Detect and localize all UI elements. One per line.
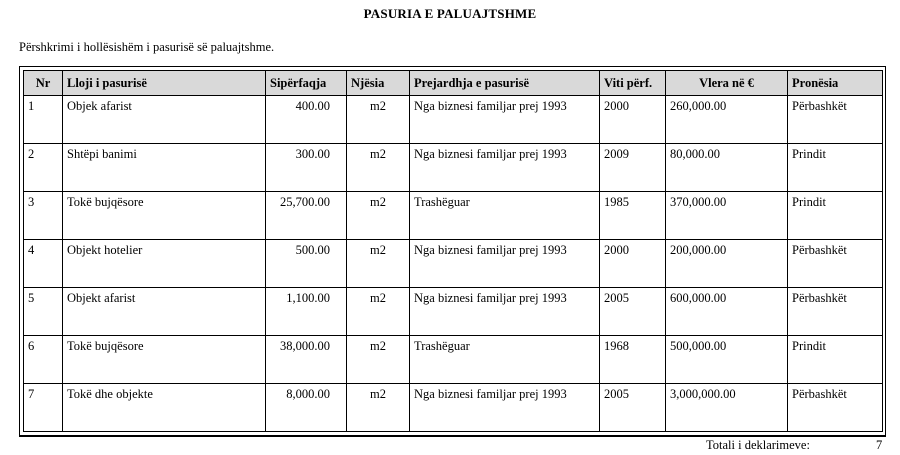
cell-lloji: Shtëpi banimi (63, 144, 266, 192)
cell-viti: 2000 (600, 240, 666, 288)
cell-viti: 2005 (600, 384, 666, 432)
table-row (24, 336, 883, 384)
header-lloji: Lloji i pasurisë (63, 71, 266, 96)
header-vlera: Vlera në € (666, 71, 788, 96)
cell-nr: 4 (24, 240, 63, 288)
cell-prejardhja: Trashëguar (410, 336, 600, 384)
cell-vlera: 500,000.00 (666, 336, 788, 384)
cell-lloji: Tokë bujqësore (63, 336, 266, 384)
cell-pronesia: Prindit (788, 144, 883, 192)
cell-njesia: m2 (347, 240, 410, 288)
cell-siperfaqja: 300.00 (266, 144, 347, 192)
property-table (23, 70, 883, 432)
section-description: Përshkrimi i hollësishëm i pasurisë së paluajtshme. (19, 40, 275, 54)
cell-pronesia: Prindit (788, 336, 883, 384)
cell-nr: 7 (24, 384, 63, 432)
cell-lloji: Objekt afarist (63, 288, 266, 336)
cell-vlera: 370,000.00 (666, 192, 788, 240)
totali-value: 7 (876, 438, 883, 452)
table-header-row (24, 71, 883, 96)
header-njesia: Njësia (347, 71, 410, 96)
cell-siperfaqja: 8,000.00 (266, 384, 347, 432)
cell-pronesia: Përbashkët (788, 384, 883, 432)
footer-divider (19, 436, 886, 437)
table-row (24, 96, 883, 144)
cell-siperfaqja: 1,100.00 (266, 288, 347, 336)
cell-vlera: 80,000.00 (666, 144, 788, 192)
cell-siperfaqja: 38,000.00 (266, 336, 347, 384)
cell-lloji: Tokë dhe objekte (63, 384, 266, 432)
property-table-frame (19, 66, 886, 436)
header-nr: Nr (24, 71, 63, 96)
cell-vlera: 3,000,000.00 (666, 384, 788, 432)
cell-siperfaqja: 25,700.00 (266, 192, 347, 240)
header-pronesia: Pronësia (788, 71, 883, 96)
cell-prejardhja: Nga biznesi familjar prej 1993 (410, 96, 600, 144)
header-prejardhja: Prejardhja e pasurisë (410, 71, 600, 96)
header-viti: Viti përf. (600, 71, 666, 96)
page-title: PASURIA E PALUAJTSHME (363, 6, 537, 21)
cell-pronesia: Prindit (788, 192, 883, 240)
cell-vlera: 600,000.00 (666, 288, 788, 336)
table-row (24, 384, 883, 432)
cell-prejardhja: Nga biznesi familjar prej 1993 (410, 384, 600, 432)
cell-njesia: m2 (347, 288, 410, 336)
cell-viti: 1968 (600, 336, 666, 384)
cell-nr: 5 (24, 288, 63, 336)
cell-vlera: 200,000.00 (666, 240, 788, 288)
cell-siperfaqja: 500.00 (266, 240, 347, 288)
table-row (24, 288, 883, 336)
cell-prejardhja: Nga biznesi familjar prej 1993 (410, 144, 600, 192)
cell-njesia: m2 (347, 336, 410, 384)
cell-pronesia: Përbashkët (788, 240, 883, 288)
cell-pronesia: Përbashkët (788, 288, 883, 336)
cell-prejardhja: Nga biznesi familjar prej 1993 (410, 288, 600, 336)
totali-label: Totali i deklarimeve: (706, 438, 810, 452)
table-row (24, 144, 883, 192)
cell-viti: 2000 (600, 96, 666, 144)
cell-njesia: m2 (347, 384, 410, 432)
cell-prejardhja: Nga biznesi familjar prej 1993 (410, 240, 600, 288)
cell-pronesia: Përbashkët (788, 96, 883, 144)
header-siperfaqja: Sipërfaqja (266, 71, 347, 96)
cell-lloji: Objekt hotelier (63, 240, 266, 288)
cell-prejardhja: Trashëguar (410, 192, 600, 240)
cell-njesia: m2 (347, 96, 410, 144)
cell-njesia: m2 (347, 144, 410, 192)
cell-nr: 1 (24, 96, 63, 144)
table-row (24, 240, 883, 288)
cell-njesia: m2 (347, 192, 410, 240)
cell-lloji: Tokë bujqësore (63, 192, 266, 240)
cell-viti: 2005 (600, 288, 666, 336)
cell-vlera: 260,000.00 (666, 96, 788, 144)
cell-siperfaqja: 400.00 (266, 96, 347, 144)
table-row (24, 192, 883, 240)
cell-lloji: Objek afarist (63, 96, 266, 144)
cell-nr: 6 (24, 336, 63, 384)
cell-viti: 1985 (600, 192, 666, 240)
cell-nr: 2 (24, 144, 63, 192)
cell-viti: 2009 (600, 144, 666, 192)
cell-nr: 3 (24, 192, 63, 240)
